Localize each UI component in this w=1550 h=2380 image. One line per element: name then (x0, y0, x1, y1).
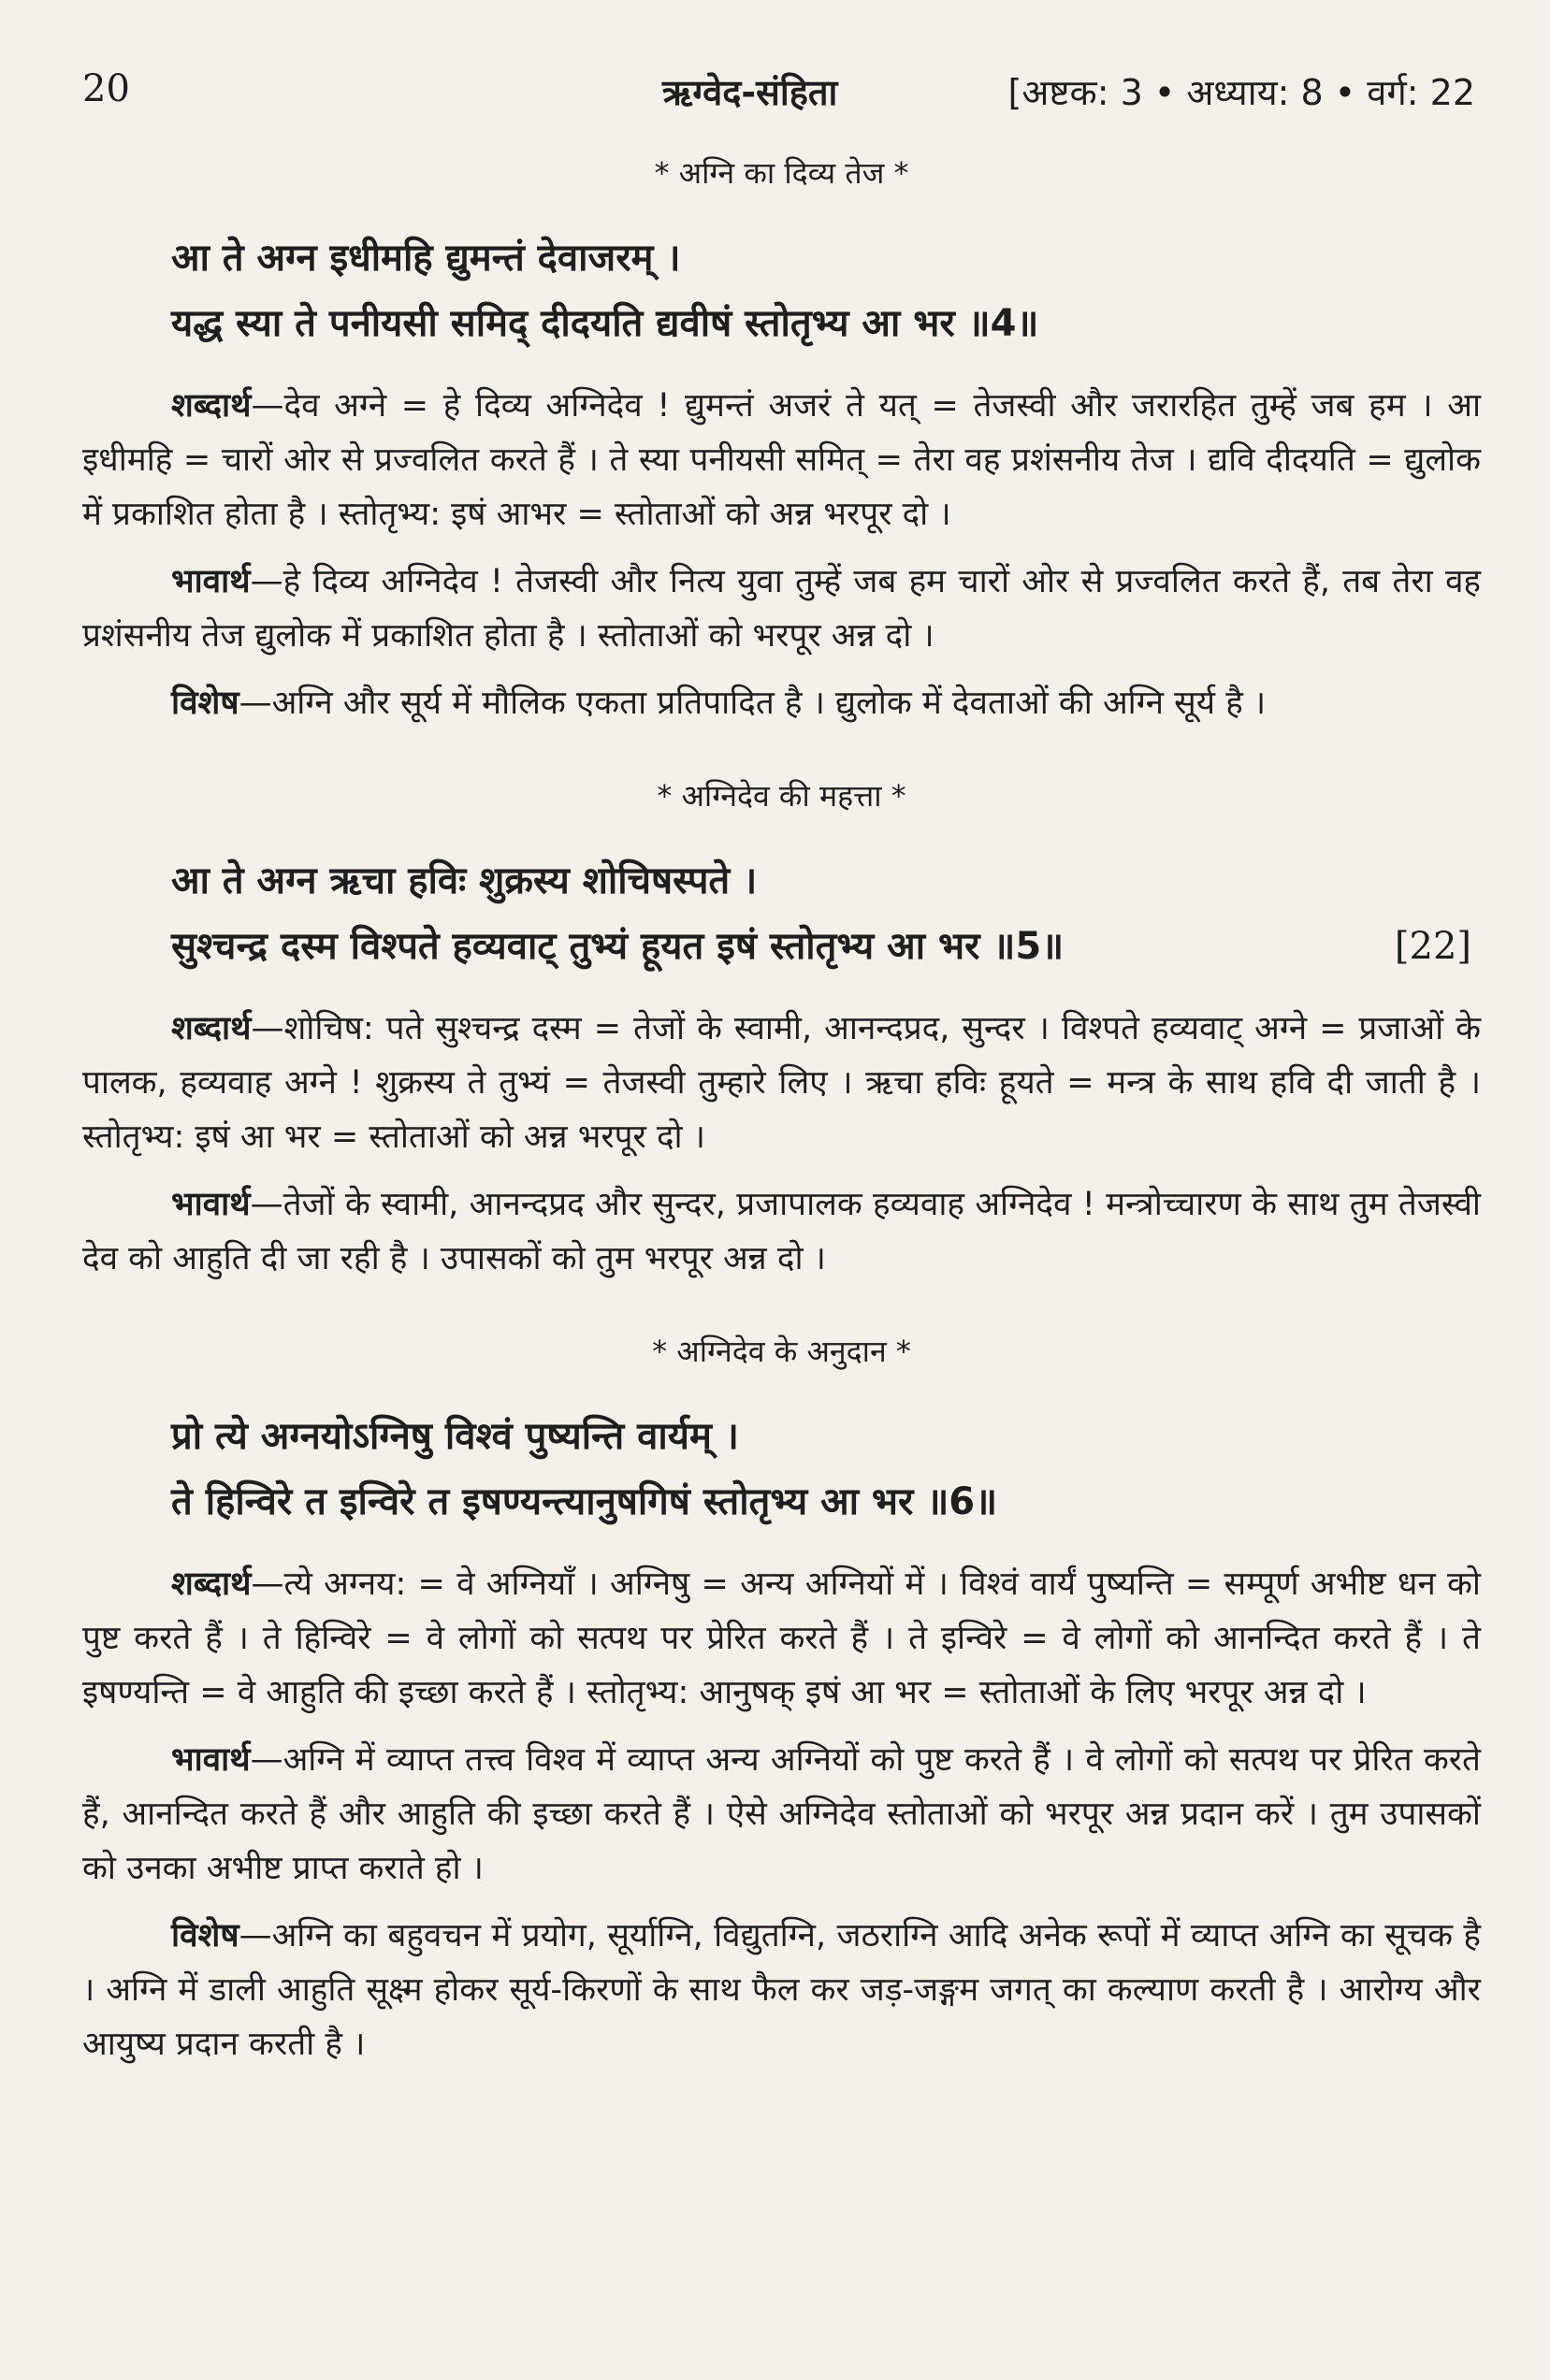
special-note-text: —अग्नि का बहुवचन में प्रयोग, सूर्याग्नि, विद्युतग्नि, जठराग्नि आदि अनेक रूपों में व्याप्त अग्नि का सूचक है । अग्नि में डाली आहुति सूक्ष्म होकर सूर्य-किरणों के साथ फैल कर जड़-जङ्गम जगत् का कल्याण करती है । आरोग्य और आयुष्य प्रदान करती है । (82, 1917, 1481, 2063)
special-note (82, 676, 1481, 730)
special-note-label: विशेष (171, 685, 239, 722)
word-meaning (82, 1002, 1481, 1164)
meaning-label: भावार्थ (171, 1186, 251, 1223)
meaning (82, 1733, 1481, 1896)
section-title: * अग्नि का दिव्य तेज * (654, 155, 909, 191)
word-meaning (82, 379, 1481, 541)
section-title: * अग्निदेव की महत्ता * (657, 778, 906, 814)
verse-line: यद्ध स्या ते पनीयसी समिद् दीदयति द्यवीषं स्तोतृभ्य आ भर ॥4॥ (171, 302, 1039, 345)
section-title: * अग्निदेव के अनुदान * (652, 1334, 911, 1369)
verse (82, 225, 1481, 356)
word-meaning-label: शब्दार्थ (171, 387, 252, 425)
word-meaning-label: शब्दार्थ (171, 1010, 252, 1047)
meaning-text: —हे दिव्य अग्निदेव ! तेजस्वी और नित्य युवा तुम्हें जब हम चारों ओर से प्रज्वलित करते हैं, तब तेरा वह प्रशंसनीय तेज द्युलोक में प्रकाशित होता है । स्तोताओं को भरपूर अन्न दो । (82, 563, 1481, 655)
verse-line: सुश्चन्द्र दस्म विश्पते हव्यवाट् तुभ्यं हूयत इषं स्तोतृभ्य आ भर ॥5॥ (171, 925, 1065, 968)
meaning-text: —तेजों के स्वामी, आनन्दप्रद और सुन्दर, प्रजापालक हव्यवाह अग्निदेव ! मन्त्रोच्चारण के साथ तुम तेजस्वी देव को आहुति दी जा रही है । उपासकों को तुम भरपूर अन्न दो । (82, 1186, 1481, 1277)
meaning (82, 1177, 1481, 1286)
special-note-label: विशेष (171, 1917, 239, 1954)
word-meaning (82, 1557, 1481, 1720)
special-note-text: —अग्नि और सूर्य में मौलिक एकता प्रतिपादित है । द्युलोक में देवताओं की अग्नि सूर्य है । (239, 685, 1267, 722)
meaning (82, 555, 1481, 663)
special-note (82, 1909, 1481, 2071)
verse-line: आ ते अग्न ऋचा हविः शुक्रस्य शोचिषस्पते । (171, 859, 758, 902)
chapter-location: [अष्टक: 3 • अध्याय: 8 • वर्ग: 22 (1007, 72, 1475, 113)
section-gifts (82, 1333, 1481, 2071)
word-meaning-text: —त्ये अग्नय: = वे अग्नियाँ । अग्निषु = अन्य अग्नियों में । विश्वं वार्यं पुष्यन्ति = सम्पूर्ण अभीष्ट धन को पुष्ट करते हैं । ते हिन्विरे = वे लोगों को सत्पथ पर प्रेरित करते हैं । ते इन्विरे = वे लोगों को आनन्दित करते हैं । ते इषण्यन्ति = वे आहुति की इच्छा करते हैं । स्तोतृभ्य: आनुषक् इषं आ भर = स्तोताओं के लिए भरपूर अन्न दो । (82, 1565, 1481, 1711)
section-greatness (82, 777, 1481, 1286)
word-meaning-text: —शोचिष: पते सुश्चन्द्र दस्म = तेजों के स्वामी, आनन्दप्रद, सुन्दर । विश्पते हव्यवाट् अग्ने = प्रजाओं के पालक, हव्यवाह अग्ने ! शुक्रस्य ते तुभ्यं = तेजस्वी तुम्हारे लिए । ऋचा हविः हूयते = मन्त्र के साथ हवि दी जाती है । स्तोतृभ्य: इषं आ भर = स्तोताओं को अन्न भरपूर दो । (82, 1010, 1481, 1156)
page-number: 20 (82, 67, 130, 110)
verse (82, 848, 1481, 979)
page-header (82, 67, 1475, 123)
verse-line: आ ते अग्न इधीमहि द्युमन्तं देवाजरम् । (171, 237, 681, 280)
meaning-label: भावार्थ (171, 563, 251, 600)
meaning-text: —अग्नि में व्याप्त तत्त्व विश्व में व्याप्त अन्य अग्नियों को पुष्ट करते हैं । वे लोगों को सत्पथ पर प्रेरित करते हैं, आनन्दित करते हैं और आहुति की इच्छा करते हैं । ऐसे अग्निदेव स्तोताओं को भरपूर अन्न प्रदान करें । तुम उपासकों को उनका अभीष्ट प्राप्त कराते हो । (82, 1741, 1481, 1887)
section-divine-radiance (82, 154, 1481, 730)
verse-line: प्रो त्ये अग्नयोऽग्निषु विश्वं पुष्यन्ति वार्यम् । (171, 1415, 739, 1458)
book-title: ऋग्वेद-संहिता (662, 72, 838, 113)
meaning-label: भावार्थ (171, 1741, 251, 1779)
word-meaning-text: —देव अग्ने = हे दिव्य अग्निदेव ! द्युमन्तं अजरं ते यत् = तेजस्वी और जरारहित तुम्हें जब हम । आ इधीमहि = चारों ओर से प्रज्वलित करते हैं । ते स्या पनीयसी समित् = तेरा वह प्रशंसनीय तेज । द्यवि दीदयति = द्युलोक में प्रकाशित होता है । स्तोतृभ्य: इषं आभर = स्तोताओं को अन्न भरपूर दो । (82, 387, 1481, 533)
varga-marker: [22] (1394, 925, 1471, 968)
verse (82, 1404, 1481, 1535)
page-content (82, 154, 1481, 2084)
word-meaning-label: शब्दार्थ (171, 1565, 252, 1603)
verse-line: ते हिन्विरे त इन्विरे त इषण्यन्त्यानुषगिषं स्तोतृभ्य आ भर ॥6॥ (171, 1480, 998, 1523)
